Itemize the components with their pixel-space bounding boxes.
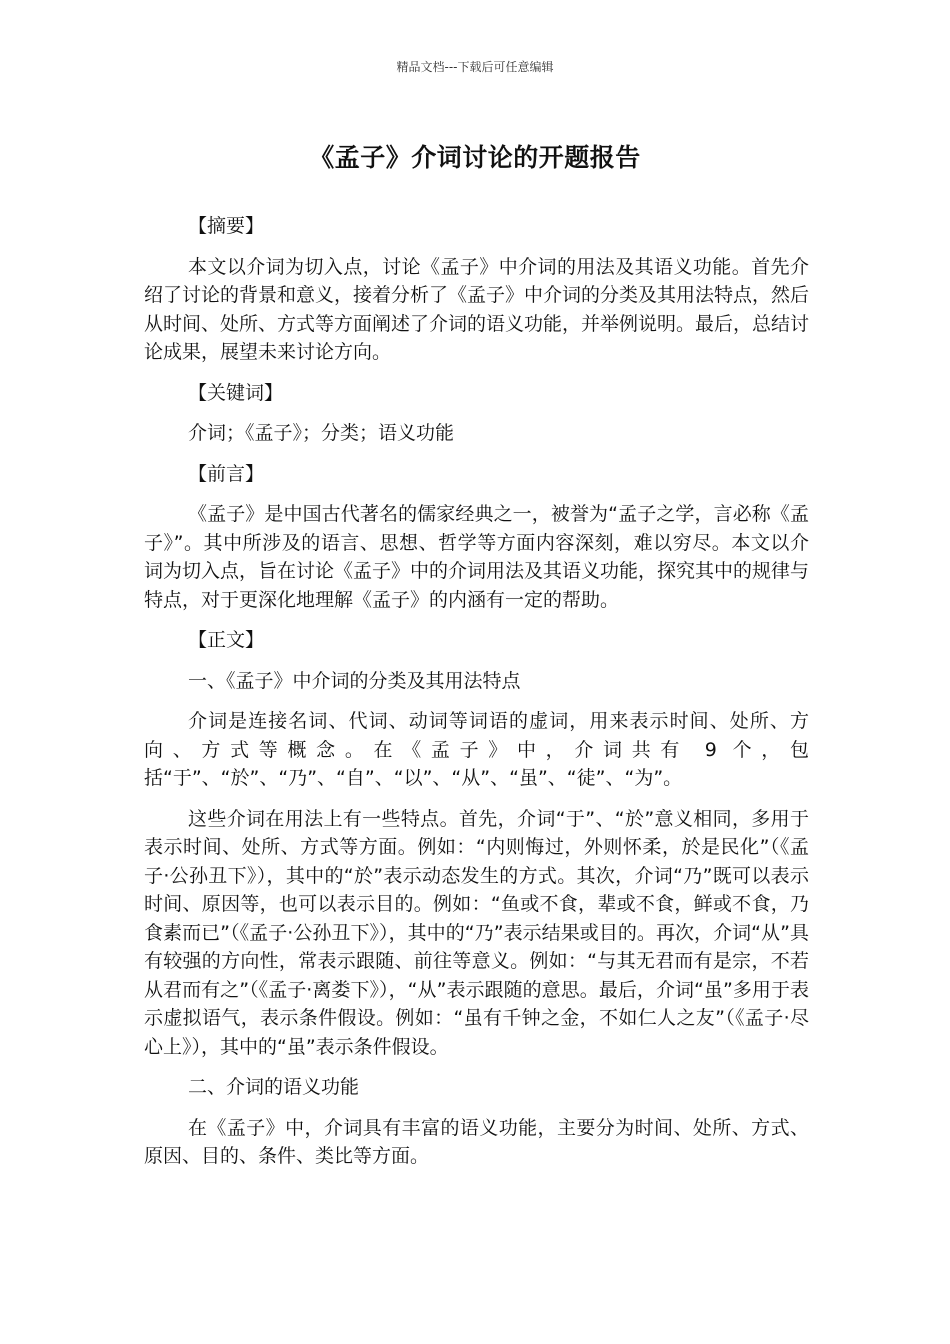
document-title: 《孟子》介词讨论的开题报告	[309, 143, 641, 172]
document-body	[144, 212, 809, 1171]
preface-heading: 【前言】	[188, 462, 265, 485]
keywords-heading: 【关键词】	[188, 381, 284, 404]
section1-paragraph-1: 介词是连接名词、代词、动词等词语的虚词，用来表示时间、处所、方向、方式等概念。在《孟子》中，介词共有 9 个，包括“于”、“於”、“乃”、“自”、“以”、“从”、“虽”、“徒”、“为”。	[144, 710, 809, 789]
preface-paragraph: 《孟子》是中国古代著名的儒家经典之一，被誉为“孟子之学，言必称《孟子》”。其中所涉及的语言、思想、哲学等方面内容深刻，难以穷尽。本文以介词为切入点，旨在讨论《孟子》中的介词用法及其语义功能，探究其中的规律与特点，对于更深化地理解《孟子》的内涵有一定的帮助。	[144, 503, 810, 611]
section1-paragraph-2: 这些介词在用法上有一些特点。首先，介词“于”、“於”意义相同，多用于表示时间、处所、方式等方面。例如：“内则悔过，外则怀柔，於是民化”（《孟子·公孙丑下》），其中的“於”表示动态发生的方式。其次，介词“乃”既可以表示时间、原因等，也可以表示目的。例如：“鱼或不食，辈或不食，鲜或不食，乃食素而已”（《孟子·公孙丑下》），其中的“乃”表示结果或目的。再次，介词“从”具有较强的方向性，常表示跟随、前往等意义。例如：“与其无君而有是宗，不若从君而有之”（《孟子·离娄下》），“从”表示跟随的意思。最后，介词“虽”多用于表示虚拟语气，表示条件假设。例如：“虽有千钟之金，不如仁人之友”（《孟子·尽心上》），其中的“虽”表示条件假设。	[144, 807, 809, 1058]
section2-title: 二、介词的语义功能	[188, 1076, 360, 1098]
abstract-paragraph: 本文以介词为切入点，讨论《孟子》中介词的用法及其语义功能。首先介绍了讨论的背景和意义，接着分析了《孟子》中介词的分类及其用法特点，然后从时间、处所、方式等方面阐述了介词的语义功能，并举例说明。最后，总结讨论成果，展望未来讨论方向。	[144, 255, 810, 363]
keywords-text: 介词；《孟子》；分类；语义功能	[188, 422, 455, 444]
section2-paragraph-1: 在《孟子》中，介词具有丰富的语义功能，主要分为时间、处所、方式、原因、目的、条件、类比等方面。	[144, 1116, 809, 1167]
main-heading: 【正文】	[188, 629, 265, 651]
abstract-heading: 【摘要】	[188, 215, 265, 237]
section1-title: 一、《孟子》中介词的分类及其用法特点	[188, 669, 521, 692]
page-header: 精品文档---下载后可任意编辑	[396, 60, 554, 74]
